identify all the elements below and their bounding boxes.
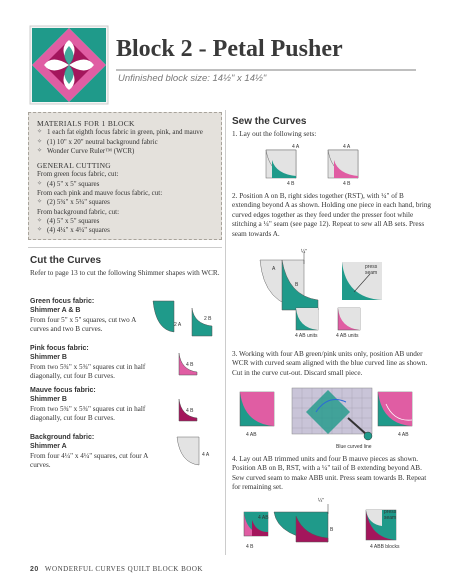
pink-fabric-title: Pink focus fabric: <box>30 345 89 352</box>
label-a: A <box>272 266 276 272</box>
cutting-line: From green focus fabric, cut: <box>37 170 119 179</box>
materials-item: ✧ 1 each fat eighth focus fabric in green, pink, and mauve <box>37 128 213 137</box>
label-4ab-step4: 4 AB <box>258 515 269 521</box>
label-4b-step4: 4 B <box>246 544 254 550</box>
label-4b-2: 4 B <box>343 181 351 187</box>
abb-blocks-label: 4 ABB blocks <box>370 544 400 550</box>
step-1-text: 1. Lay out the following sets: <box>232 130 317 138</box>
quarter-inch-label: ¼" <box>301 249 307 255</box>
label-2a: 2 A <box>174 322 182 328</box>
green-fabric-title: Green focus fabric: <box>30 298 95 305</box>
page-footer <box>30 565 203 573</box>
press-seam-label: press seam <box>365 264 378 276</box>
label-pink-4b: 4 B <box>186 362 194 368</box>
cutting-line: ✧ (2) 5¾" x 5¾" squares <box>37 198 213 207</box>
cut-curves-heading: Cut the Curves <box>30 255 102 266</box>
label-b-step4: B <box>330 527 334 533</box>
materials-box <box>28 112 222 240</box>
title-rule <box>116 69 416 71</box>
label-4b-1: 4 B <box>287 181 295 187</box>
block-size: Unfinished block size: 14½" x 14½" <box>118 73 267 84</box>
cutting-line: ✧ (4) 5" x 5" squares <box>37 217 213 226</box>
cutting-line: From background fabric, cut: <box>37 207 120 216</box>
pink-fabric-text: From two 5¾" x 5¾" squares cut in half diagonally, cut four B curves. <box>30 363 146 381</box>
step-2-text: 2. Position A on B, right sides together (RST), with ¼" of B extending beyond A as shown. Holding one piece in each hand, bring curved edges together as they feed under the presser foot while stitching a ¼" seam (see page 12). Repeat to sew all AB sets. Press seam towards A. <box>232 192 432 238</box>
cutting-line: ✧ (4) 4¼" x 4¼" squares <box>37 226 213 235</box>
sew-curves-heading: Sew the Curves <box>232 116 307 127</box>
cutting-heading: GENERAL CUTTING <box>37 161 112 171</box>
label-b: B <box>295 282 299 288</box>
column-divider <box>225 110 226 555</box>
label-4-ab-units-2: 4 AB units <box>336 333 359 339</box>
label-4ab-left: 4 AB <box>246 432 257 438</box>
bg-fabric-sub: Shimmer A <box>30 443 67 450</box>
label-4a-2: 4 A <box>343 144 351 150</box>
mauve-fabric-sub: Shimmer B <box>30 396 67 403</box>
book-title: WONDERFUL CURVES QUILT BLOCK BOOK <box>44 565 203 573</box>
label-bg-4a: 4 A <box>202 452 210 458</box>
label-2b: 2 B <box>204 316 212 322</box>
bg-curve-illustration <box>176 436 200 466</box>
quarter-inch-label-2: ¼" <box>318 498 324 504</box>
step-4-text: 4. Lay out AB trimmed units and four B mauve pieces as shown. Position AB on B, RST, with a ¼" tail of B extending beyond AB. Sew curved seam to make ABB unit. Press seam towards B. Repeat for remaining set. <box>232 455 427 492</box>
page-number: 20 <box>30 566 39 573</box>
label-4a-1: 4 A <box>292 144 300 150</box>
section-divider <box>28 247 222 248</box>
mauve-fabric-title: Mauve focus fabric: <box>30 387 96 394</box>
materials-item: ✧ (1) 10" x 20" neutral background fabric <box>37 138 213 147</box>
label-4ab-right: 4 AB <box>398 432 409 438</box>
cut-curves-intro: Refer to page 13 to cut the following Shimmer shapes with WCR. <box>30 269 220 277</box>
materials-heading: MATERIALS FOR 1 BLOCK <box>37 119 135 128</box>
bg-fabric-text: From four 4¼" x 4¼" squares, cut four A curves. <box>30 452 148 470</box>
green-fabric-sub: Shimmer A & B <box>30 307 81 314</box>
step3-illustration <box>238 384 416 444</box>
mauve-fabric-text: From two 5¾" x 5¾" squares cut in half diagonally, cut four B curves. <box>30 405 146 423</box>
label-4-ab-units-1: 4 AB units <box>295 333 318 339</box>
blue-curved-line-label: Blue curved line <box>336 444 372 450</box>
press-seam-label-2: press seam <box>384 509 397 521</box>
block-illustration <box>30 26 108 104</box>
page-title: Block 2 - Petal Pusher <box>116 36 343 62</box>
bg-fabric-title: Background fabric: <box>30 434 95 441</box>
pink-fabric-sub: Shimmer B <box>30 354 67 361</box>
step-3-text: 3. Working with four AB green/pink units only, position AB under WCR with curved seam aligned with the blue curved line as shown. Cut in the curve cut-out. Discard small piece. <box>232 350 428 377</box>
cutting-line: From each pink and mauve focus fabric, cut: <box>37 189 163 198</box>
step1-illustration <box>264 144 374 182</box>
materials-item: ✧ Wonder Curve Ruler™ (WCR) <box>37 147 213 156</box>
cutting-line: ✧ (4) 5" x 5" squares <box>37 180 213 189</box>
label-mauve-4b: 4 B <box>186 408 194 414</box>
green-fabric-text: From four 5" x 5" squares, cut two A curves and two B curves. <box>30 316 136 334</box>
